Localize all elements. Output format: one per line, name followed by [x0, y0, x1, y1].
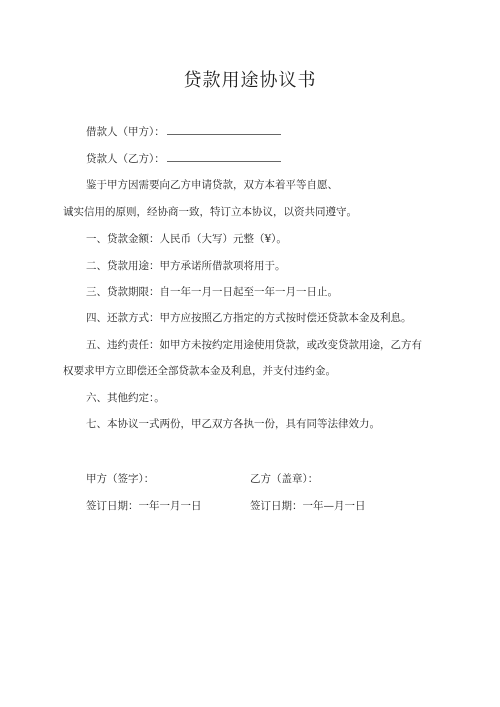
intro-line-2: 诚实信用的原则，经协商一致，特订立本协议，以资共同遵守。 [63, 206, 357, 218]
clause-2: 二、贷款用途：甲方承诺所借款项将用于。 [86, 260, 286, 272]
lender-label: 贷款人（乙方）： [86, 153, 165, 165]
borrower-blank [167, 125, 281, 135]
clause-7: 七、本协议一式两份，甲乙双方各执一份，具有同等法律效力。 [86, 418, 380, 430]
clause-6: 六、其他约定：。 [86, 392, 165, 404]
clause-3: 三、贷款期限：自一年一月一日起至一年一月一日止。 [86, 286, 338, 298]
lender-blank [167, 152, 281, 162]
party-a-date: 签订日期：一年一月一日 [86, 500, 202, 512]
borrower-line [86, 125, 281, 139]
party-a-signature: 甲方（签字）： [86, 473, 155, 485]
borrower-label: 借款人（甲方）： [86, 126, 165, 138]
party-b-date: 签订日期：一年—月一日 [250, 500, 366, 512]
intro-line-1: 鉴于甲方因需要向乙方申请贷款，双方本着平等自愿、 [86, 179, 338, 191]
clause-4: 四、还款方式：甲方应按照乙方指定的方式按时偿还贷款本金及利息。 [86, 312, 412, 324]
lender-line [86, 152, 281, 166]
clause-1: 一、贷款金额：人民币（大写）元整（¥）。 [86, 233, 287, 245]
document-title: 贷款用途协议书 [183, 70, 317, 91]
party-b-seal: 乙方（盖章）： [250, 473, 319, 485]
clause-5: 五、违约责任：如甲方未按约定用途使用贷款，或改变贷款用途，乙方有 [86, 339, 422, 351]
clause-5-continued: 权要求甲方立即偿还全部贷款本金及利息，并支付违约金。 [63, 365, 336, 377]
